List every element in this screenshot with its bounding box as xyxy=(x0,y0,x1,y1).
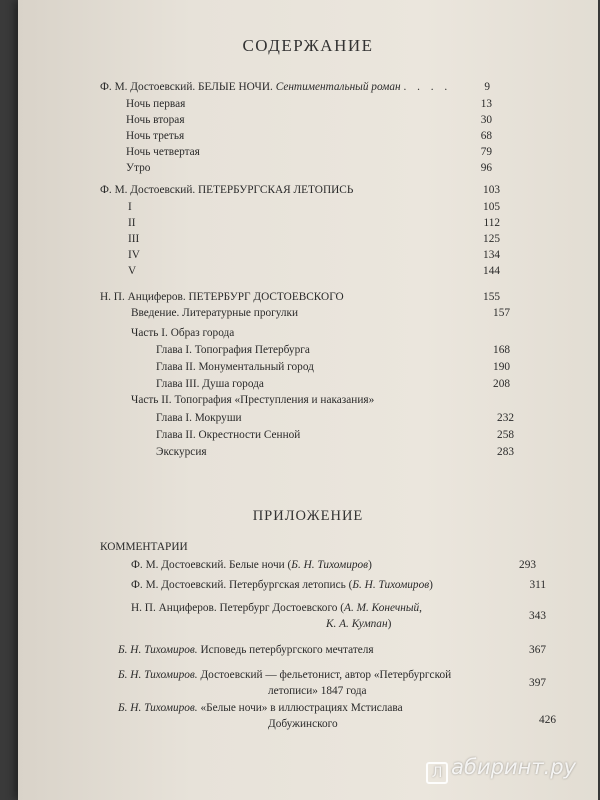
page-number: 168 xyxy=(493,344,510,356)
page-number: 426 xyxy=(539,714,556,726)
page-number: 112 xyxy=(483,217,500,229)
page-number: 283 xyxy=(497,446,514,458)
toc-subentry: Глава I. Мокруши xyxy=(156,412,242,424)
toc-subentry: Ночь первая xyxy=(126,98,186,110)
page-number: 232 xyxy=(497,412,514,424)
essay-entry-cont: Добужинского xyxy=(268,718,338,730)
page-number: 105 xyxy=(483,201,500,213)
toc-subentry: Глава I. Топография Петербурга xyxy=(156,344,310,356)
page-number: 144 xyxy=(483,265,500,277)
essay-entry-cont: летописи» 1847 года xyxy=(268,685,367,697)
essay-entry: Б. Н. Тихомиров. Достоевский — фельетонист, автор «Петербургской xyxy=(118,669,452,681)
comments-heading: КОММЕНТАРИИ xyxy=(100,541,188,553)
toc-entry-part2: Часть II. Топография «Преступления и наказания» xyxy=(131,394,375,406)
leader-dots: . . . . xyxy=(403,81,452,93)
toc-subentry: Глава III. Душа города xyxy=(156,378,264,390)
toc-subentry: Ночь четвертая xyxy=(126,146,200,158)
appendix-title: ПРИЛОЖЕНИЕ xyxy=(252,508,364,524)
page-number: 190 xyxy=(493,361,510,373)
labirint-logo-icon: Л xyxy=(426,762,448,784)
page-number: 343 xyxy=(529,610,546,622)
work-title: БЕЛЫЕ НОЧИ. xyxy=(198,81,273,93)
page-number: 68 xyxy=(480,130,492,142)
page-title: СОДЕРЖАНИЕ xyxy=(242,36,374,55)
author: Ф. М. Достоевский. xyxy=(100,81,196,93)
toc-subentry: I xyxy=(128,201,132,213)
toc-entry-chronicle: Ф. М. Достоевский. ПЕТЕРБУРГСКАЯ ЛЕТОПИСЬ xyxy=(100,184,354,196)
page-number: 125 xyxy=(483,233,500,245)
comment-entry: Ф. М. Достоевский. Петербургская летопись (Б. Н. Тихомиров) xyxy=(131,579,433,591)
page-number: 13 xyxy=(480,98,492,110)
page-number: 397 xyxy=(529,677,546,689)
book-page xyxy=(18,0,598,800)
page-number: 134 xyxy=(483,249,500,261)
page-number: 293 xyxy=(519,559,536,571)
toc-entry-part1: Часть I. Образ города xyxy=(131,327,235,339)
page-number: 155 xyxy=(483,291,500,303)
toc-subentry: Ночь третья xyxy=(126,130,185,142)
comment-entry-cont: К. А. Кумпан) xyxy=(326,618,392,630)
page-number: 103 xyxy=(483,184,500,196)
labirint-watermark: Л абиринт.ру xyxy=(426,755,576,784)
toc-sheet xyxy=(18,0,598,800)
toc-subentry: Глава II. Окрестности Сенной xyxy=(156,429,301,441)
toc-subentry: V xyxy=(128,265,137,277)
toc-subentry: IV xyxy=(128,249,140,261)
page-number: 30 xyxy=(480,114,492,126)
toc-subentry: Утро xyxy=(126,162,151,174)
page-number: 367 xyxy=(529,644,546,656)
comment-entry: Ф. М. Достоевский. Белые ночи (Б. Н. Тихомиров) xyxy=(131,559,372,571)
essay-entry: Б. Н. Тихомиров. Исповедь петербургского мечтателя xyxy=(118,644,374,656)
page-number: 9 xyxy=(484,81,490,93)
page-number: 96 xyxy=(480,162,492,174)
page-number: 157 xyxy=(493,307,510,319)
toc-subentry: III xyxy=(128,233,140,245)
toc-subentry: Ночь вторая xyxy=(126,114,185,126)
essay-entry: Б. Н. Тихомиров. «Белые ночи» в иллюстрациях Мстислава xyxy=(118,702,403,714)
page-number: 258 xyxy=(497,429,514,441)
comment-entry: Н. П. Анциферов. Петербург Достоевского (А. М. Конечный, xyxy=(131,602,422,614)
page-number: 208 xyxy=(493,378,510,390)
work-subtitle: Сентиментальный роман xyxy=(275,81,401,93)
page-number: 311 xyxy=(529,579,546,591)
toc-subentry: Глава II. Монументальный город xyxy=(156,361,314,373)
toc-subentry: Экскурсия xyxy=(156,446,207,458)
toc-entry-white-nights xyxy=(100,80,451,94)
toc-subentry: II xyxy=(128,217,136,229)
toc-entry-intro: Введение. Литературные прогулки xyxy=(131,307,299,319)
toc-entry-antsiferov: Н. П. Анциферов. ПЕТЕРБУРГ ДОСТОЕВСКОГО xyxy=(100,291,344,303)
page-number: 79 xyxy=(480,146,492,158)
